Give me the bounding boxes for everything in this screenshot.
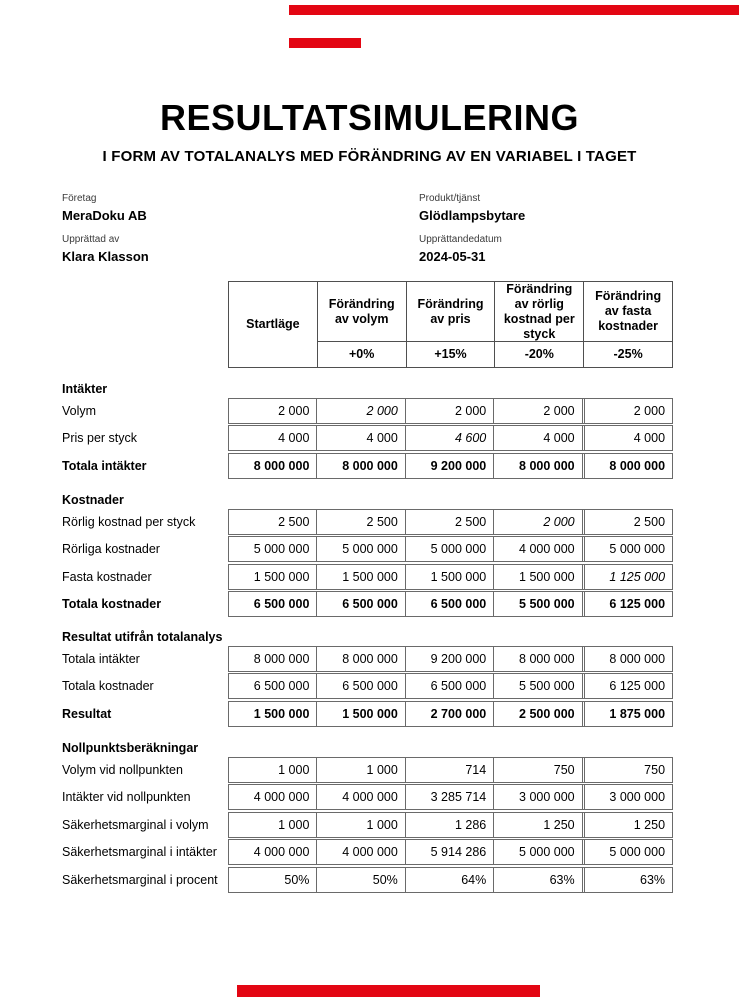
- value-cell: 1 250: [493, 813, 581, 837]
- row-cells: [228, 839, 673, 865]
- value-cell: 1 500 000: [253, 706, 310, 721]
- table-section: [0, 631, 739, 727]
- value-cell: 8 000 000: [316, 647, 404, 671]
- value-cell: 4 000 000: [316, 785, 404, 809]
- table-row: [0, 784, 739, 810]
- row-label: Rörliga kostnader: [62, 542, 160, 556]
- prepared-by-label: Upprättad av: [62, 234, 120, 245]
- value-cell: 5 000 000: [582, 840, 672, 864]
- product-value: Glödlampsbytare: [419, 208, 526, 223]
- value-cell: 5 000 000: [405, 537, 493, 561]
- column-change-percent: +15%: [407, 342, 495, 367]
- value-cell: 4 000 000: [253, 845, 310, 859]
- value-cell: 8 000 000: [253, 651, 310, 666]
- column-title: Startläge: [229, 282, 317, 367]
- column-change-percent: -25%: [584, 342, 672, 367]
- value-cell: 2 500: [278, 514, 310, 529]
- table-row: [0, 757, 739, 783]
- value-cell: 1 000: [278, 762, 310, 777]
- row-cells: [228, 564, 673, 590]
- value-cell: 50%: [316, 868, 404, 892]
- value-cell: 2 000: [493, 399, 581, 423]
- value-cell: 8 000 000: [493, 454, 581, 478]
- value-cell: 4 000: [493, 426, 581, 450]
- row-label: Säkerhetsmarginal i procent: [62, 872, 218, 887]
- row-label: Totala kostnader: [62, 597, 162, 611]
- row-cells: [228, 812, 673, 838]
- column-title: Förändring av volym: [318, 282, 406, 341]
- value-cell: 6 500 000: [253, 597, 310, 611]
- value-cell: 1 125 000: [582, 565, 672, 589]
- table-section: [0, 383, 739, 479]
- section-heading: Nollpunktsberäkningar: [62, 741, 199, 755]
- value-cell: 2 000: [405, 399, 493, 423]
- page-title: RESULTATSIMULERING: [160, 97, 579, 138]
- meta-column-left: [62, 193, 149, 264]
- value-cell: 3 285 714: [405, 785, 493, 809]
- value-cell: 8 000 000: [493, 647, 581, 671]
- value-cell: 1 286: [405, 813, 493, 837]
- value-cell: 2 500: [582, 510, 672, 534]
- value-cell: 5 000 000: [582, 537, 672, 561]
- row-label: Säkerhetsmarginal i intäkter: [62, 845, 217, 859]
- value-cell: 750: [582, 758, 672, 782]
- row-label: Totala kostnader: [62, 679, 154, 693]
- value-cell: 4 000 000: [316, 840, 404, 864]
- value-cell: 1 500 000: [316, 702, 404, 726]
- row-label: Rörlig kostnad per styck: [62, 514, 196, 529]
- section-heading: Intäkter: [62, 382, 108, 396]
- value-cell: 63%: [582, 868, 672, 892]
- product-label: Produkt/tjänst: [419, 193, 481, 204]
- row-label: Säkerhetsmarginal i volym: [62, 817, 209, 832]
- table-row: [0, 536, 739, 562]
- value-cell: 2 500: [405, 510, 493, 534]
- row-cells: [228, 646, 673, 672]
- date-label: Upprättandedatum: [419, 234, 502, 245]
- value-cell: 1 500 000: [316, 565, 404, 589]
- value-cell: 4 000 000: [493, 537, 581, 561]
- value-cell: 4 600: [405, 426, 493, 450]
- table-row: [0, 812, 739, 838]
- table-row: [0, 425, 739, 451]
- section-heading: Kostnader: [62, 493, 124, 507]
- simulation-table-header: [228, 281, 673, 368]
- value-cell: 8 000 000: [582, 647, 672, 671]
- value-cell: 1 500 000: [493, 565, 581, 589]
- prepared-by-value: Klara Klasson: [62, 249, 149, 264]
- value-cell: 6 500 000: [316, 592, 404, 616]
- row-label: Resultat: [62, 706, 112, 721]
- value-cell: 50%: [284, 872, 310, 887]
- top-accent-bar: [289, 5, 739, 15]
- row-label: Fasta kostnader: [62, 569, 152, 584]
- value-cell: 1 250: [582, 813, 672, 837]
- table-row: [0, 591, 739, 617]
- table-row: [0, 673, 739, 699]
- row-label: Pris per styck: [62, 431, 138, 445]
- row-label: Totala intäkter: [62, 651, 140, 666]
- row-label: Totala intäkter: [62, 458, 147, 473]
- value-cell: 2 000: [493, 510, 581, 534]
- meta-column-right: [419, 193, 525, 264]
- table-row: [0, 509, 739, 535]
- value-cell: 9 200 000: [405, 454, 493, 478]
- value-cell: 6 500 000: [405, 592, 493, 616]
- value-cell: 5 000 000: [493, 840, 581, 864]
- row-label: Intäkter vid nollpunkten: [62, 790, 191, 804]
- footer-accent-bar: [237, 985, 540, 997]
- value-cell: 6 500 000: [316, 674, 404, 698]
- company-value: MeraDoku AB: [62, 208, 147, 223]
- table-row: [0, 453, 739, 479]
- table-row: [0, 646, 739, 672]
- value-cell: 3 000 000: [493, 785, 581, 809]
- table-section: [0, 494, 739, 617]
- row-cells: [228, 701, 673, 727]
- value-cell: 6 125 000: [582, 592, 672, 616]
- column-change-percent: -20%: [495, 342, 583, 367]
- row-cells: [228, 509, 673, 535]
- date-value: 2024-05-31: [419, 249, 486, 264]
- value-cell: 8 000 000: [582, 454, 672, 478]
- value-cell: 1 875 000: [582, 702, 672, 726]
- value-cell: 750: [493, 758, 581, 782]
- table-section: [0, 742, 739, 893]
- company-label: Företag: [62, 193, 97, 204]
- value-cell: 2 500 000: [493, 702, 581, 726]
- value-cell: 1 000: [278, 817, 310, 832]
- value-cell: 1 500 000: [405, 565, 493, 589]
- value-cell: 6 500 000: [253, 679, 310, 693]
- row-cells: [228, 425, 673, 451]
- page-subtitle: I FORM AV TOTALANALYS MED FÖRÄNDRING AV EN VARIABEL I TAGET: [102, 148, 637, 165]
- value-cell: 64%: [405, 868, 493, 892]
- column-title: Förändring av rörlig kostnad per styck: [495, 282, 583, 341]
- value-cell: 5 000 000: [253, 542, 310, 556]
- logo-accent-bar: [289, 38, 361, 48]
- column-title: Förändring av fasta kostnader: [584, 282, 672, 341]
- value-cell: 4 000 000: [253, 790, 310, 804]
- value-cell: 8 000 000: [253, 458, 310, 473]
- row-cells: [228, 398, 673, 424]
- row-cells: [228, 784, 673, 810]
- value-cell: 4 000: [278, 431, 310, 445]
- row-label: Volym: [62, 403, 97, 418]
- value-cell: 6 500 000: [405, 674, 493, 698]
- table-row: [0, 839, 739, 865]
- value-cell: 6 125 000: [582, 674, 672, 698]
- value-cell: 5 914 286: [405, 840, 493, 864]
- row-cells: [228, 867, 673, 893]
- value-cell: 714: [405, 758, 493, 782]
- value-cell: 5 000 000: [316, 537, 404, 561]
- value-cell: 8 000 000: [316, 454, 404, 478]
- value-cell: 3 000 000: [582, 785, 672, 809]
- value-cell: 4 000: [316, 426, 404, 450]
- row-cells: [228, 673, 673, 699]
- row-cells: [228, 536, 673, 562]
- value-cell: 1 000: [316, 758, 404, 782]
- row-cells: [228, 591, 673, 617]
- row-cells: [228, 757, 673, 783]
- value-cell: 2 000: [278, 403, 310, 418]
- column-change-percent: +0%: [318, 342, 406, 367]
- value-cell: 2 500: [316, 510, 404, 534]
- value-cell: 2 000: [582, 399, 672, 423]
- table-row: [0, 398, 739, 424]
- section-heading: Resultat utifrån totalanalys: [62, 630, 223, 644]
- value-cell: 9 200 000: [405, 647, 493, 671]
- value-cell: 2 000: [316, 399, 404, 423]
- value-cell: 4 000: [582, 426, 672, 450]
- value-cell: 63%: [493, 868, 581, 892]
- table-row: [0, 701, 739, 727]
- column-title: Förändring av pris: [407, 282, 495, 341]
- value-cell: 1 000: [316, 813, 404, 837]
- value-cell: 1 500 000: [253, 569, 310, 584]
- value-cell: 2 700 000: [405, 702, 493, 726]
- row-label: Volym vid nollpunkten: [62, 762, 183, 777]
- table-row: [0, 867, 739, 893]
- value-cell: 5 500 000: [493, 592, 581, 616]
- table-row: [0, 564, 739, 590]
- row-cells: [228, 453, 673, 479]
- value-cell: 5 500 000: [493, 674, 581, 698]
